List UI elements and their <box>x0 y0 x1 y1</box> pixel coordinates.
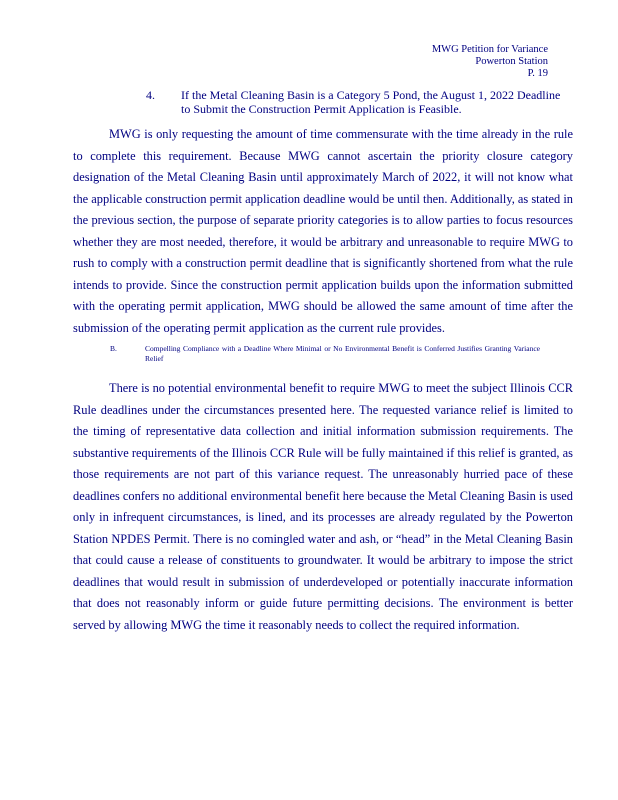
section-b-number: B. <box>110 344 117 353</box>
section-b-heading <box>110 344 540 364</box>
header-petition-title: MWG Petition for Variance <box>431 44 548 55</box>
page-header <box>432 44 548 80</box>
header-page-number: P. 19 <box>527 68 548 79</box>
body-paragraph-2: There is no potential environmental benefit to require MWG to meet the subject Illinois CCR Rule deadlines under the circumstances presented here. The requested variance relief is limited to the timing of representative data collection and initial information submission requirements. The substantive requirements of the Illinois CCR Rule will be fully maintained if this relief is granted, as those requirements are not part of this variance request. The unreasonably hurried pace of these deadlines confers no additional environmental benefit here because the Metal Cleaning Basin is used only in infrequent circumstances, is lined, and its processes are already regulated by the Powerton Station NPDES Permit. There is no comingled water and ash, or “head” in the Metal Cleaning Basin that could cause a release of constituents to groundwater. It would be arbitrary to impose the strict deadlines that would result in submission of underdeveloped or potentially inaccurate information that does not reasonably inform or guide future permitting decisions. The environment is better served by allowing MWG the time it reasonably needs to collect the required information. <box>73 381 573 632</box>
section-4-number: 4. <box>146 88 155 102</box>
header-station-name: Powerton Station <box>475 56 548 67</box>
section-4-heading <box>146 88 566 116</box>
body-paragraph-1: MWG is only requesting the amount of time commensurate with the time already in the rule to complete this requirement. Because MWG cannot ascertain the priority closure category designation of the Metal Cleaning Basin until approximately March of 2022, it will not know what the applicable construction permit application deadline would be until then. Additionally, as stated in the previous section, the purpose of separate priority categories is to allow parties to focus resources whether they are most needed, therefore, it would be arbitrary and unreasonable to require MWG to rush to comply with a construction permit deadline that is significantly shortened from what the rule intends to provide. Since the construction permit application builds upon the information submitted with the operating permit application, MWG should be allowed the same amount of time after the submission of the operating permit application as the current rule provides. <box>73 127 573 335</box>
section-4-title: If the Metal Cleaning Basin is a Category 5 Pond, the August 1, 2022 Deadline to Submit the Construction Permit Application is Feasible. <box>181 88 561 116</box>
section-b-title: Compelling Compliance with a Deadline Where Minimal or No Environmental Benefit is Conferred Justifies Granting Variance Relief <box>145 344 540 363</box>
